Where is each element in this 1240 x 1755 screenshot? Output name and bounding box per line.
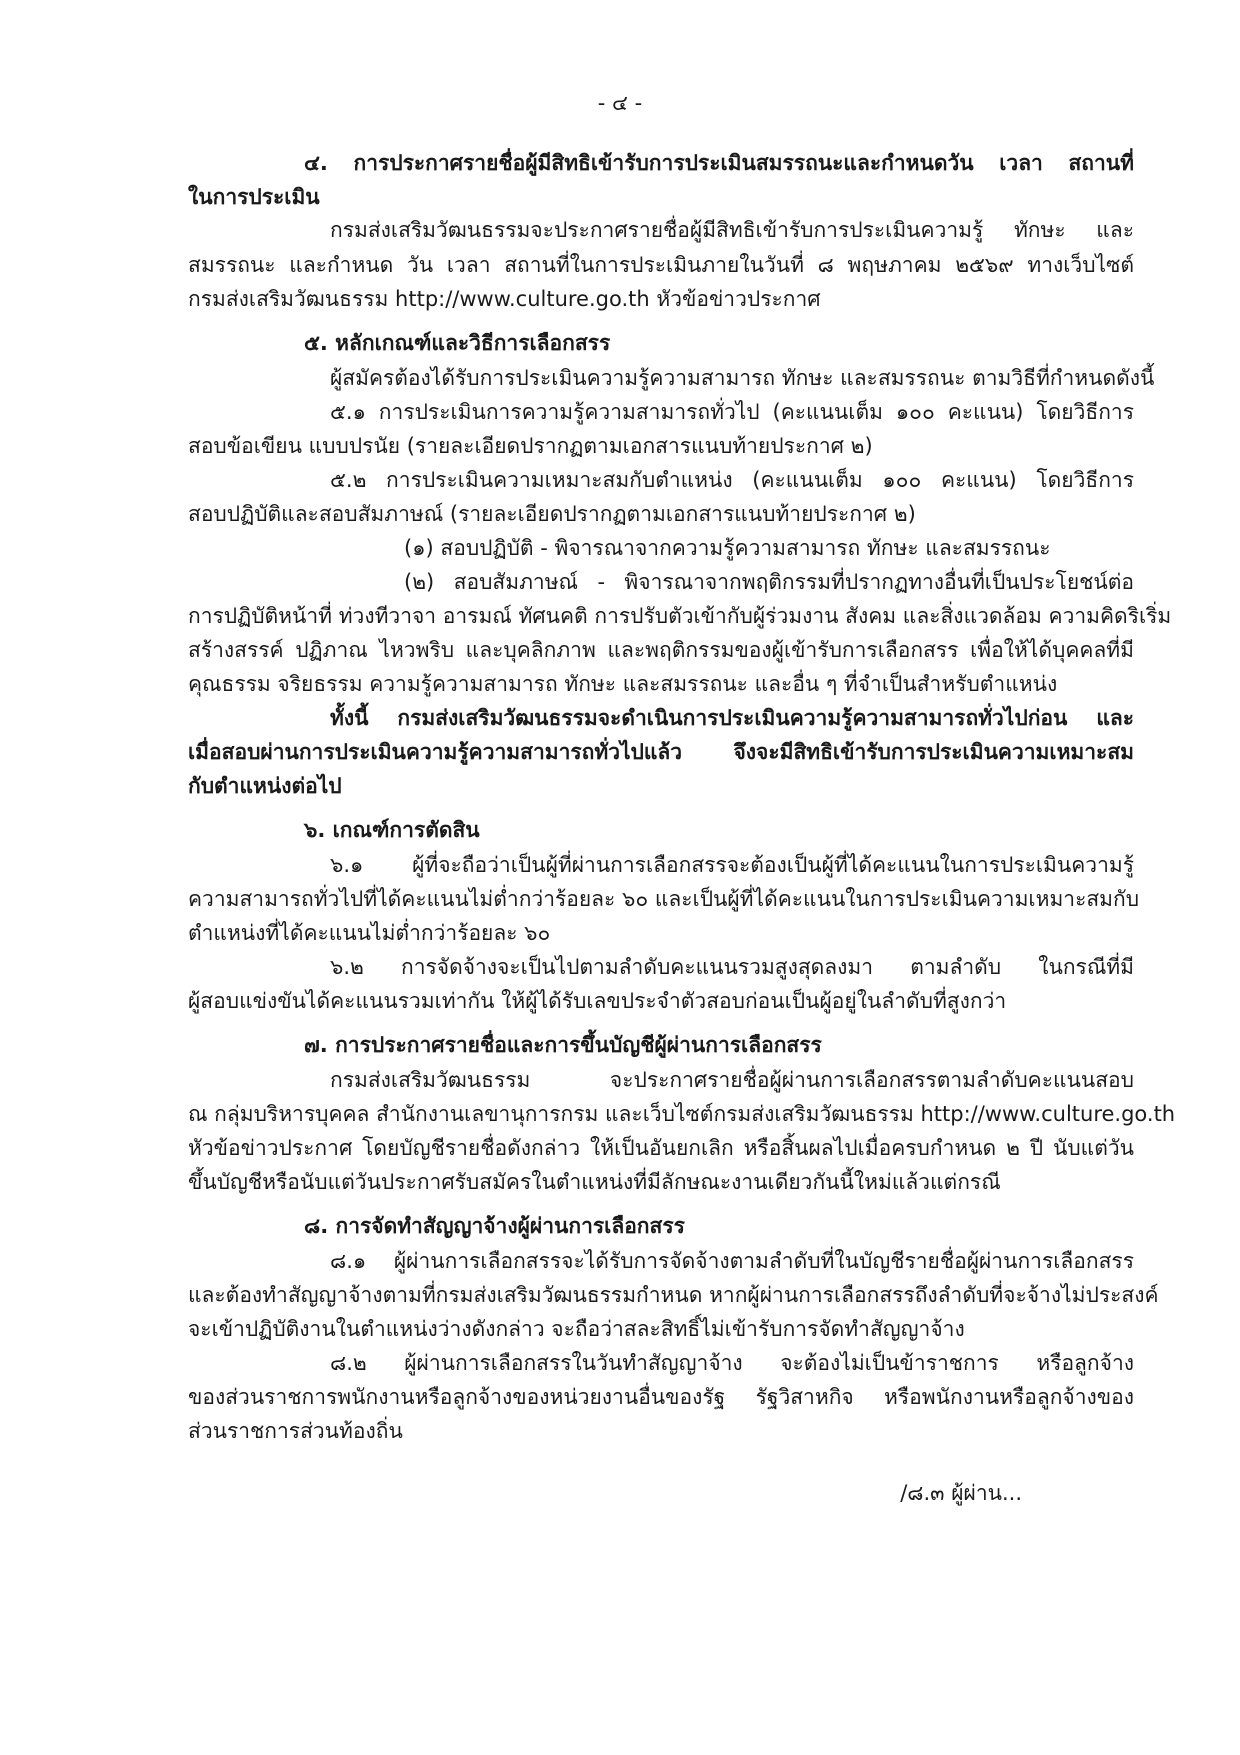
section-5-item-2-cont: สร้างสรรค์ ปฏิภาณ ไหวพริบ และบุคลิกภาพ และพฤติกรรมของผู้เข้ารับการเลือกสรร เพื่อให้ได้บุคคลที่มี <box>188 638 1134 662</box>
section-4-paragraph: กรมส่งเสริมวัฒนธรรมจะประกาศรายชื่อผู้มีสิทธิเข้ารับการประเมินความรู้ ทักษะ และ <box>330 218 1134 242</box>
section-6-1-cont: ความสามารถทั่วไปที่ได้คะแนนไม่ต่ำกว่าร้อยละ ๖๐ และเป็นผู้ที่ได้คะแนนในการประเมินความเหมาะสมกับ <box>188 887 1140 911</box>
section-7-heading: ๗. การประกาศรายชื่อและการขึ้นบัญชีผู้ผ่านการเลือกสรร <box>304 1033 822 1057</box>
continuation-marker: /๘.๓ ผู้ผ่าน... <box>900 1481 1022 1505</box>
section-5-item-2-cont: คุณธรรม จริยธรรม ความรู้ความสามารถ ทักษะ และสมรรถนะ และอื่น ๆ ที่จำเป็นสำหรับตำแหน่ง <box>188 672 1058 696</box>
section-5-item-2-cont: การปฏิบัติหน้าที่ ท่วงทีวาจา อารมณ์ ทัศนคติ การปรับตัวเข้ากับผู้ร่วมงาน สังคม และสิ่งแวดล้อม ความคิดริเริ่ม <box>188 604 1172 628</box>
section-5-note: ทั้งนี้ กรมส่งเสริมวัฒนธรรมจะดำเนินการประเมินความรู้ความสามารถทั่วไปก่อน และ <box>330 706 1134 730</box>
section-5-note-cont: เมื่อสอบผ่านการประเมินความรู้ความสามารถทั่วไปแล้ว จึงจะมีสิทธิเข้ารับการประเมินความเหมาะสม <box>188 740 1134 764</box>
section-8-1-cont: และต้องทำสัญญาจ้างตามที่กรมส่งเสริมวัฒนธรรมกำหนด หากผู้ผ่านการเลือกสรรถึงลำดับที่จะจ้างไม่ประสงค์ <box>188 1283 1159 1307</box>
section-7-paragraph: ณ กลุ่มบริหารบุคคล สำนักงานเลขานุการกรม และเว็บไซต์กรมส่งเสริมวัฒนธรรม http://www.culture.go.th <box>188 1102 1176 1126</box>
section-8-heading: ๘. การจัดทำสัญญาจ้างผู้ผ่านการเลือกสรร <box>304 1214 685 1238</box>
section-7-paragraph: กรมส่งเสริมวัฒนธรรม จะประกาศรายชื่อผู้ผ่านการเลือกสรรตามลำดับคะแนนสอบ <box>330 1068 1134 1092</box>
section-6-2: ๖.๒ การจัดจ้างจะเป็นไปตามลำดับคะแนนรวมสูงสุดลงมา ตามลำดับ ในกรณีที่มี <box>330 955 1134 979</box>
section-5-1: ๕.๑ การประเมินการความรู้ความสามารถทั่วไป (คะแนนเต็ม ๑๐๐ คะแนน) โดยวิธีการ <box>330 400 1134 424</box>
section-8-2: ๘.๒ ผู้ผ่านการเลือกสรรในวันทำสัญญาจ้าง จะต้องไม่เป็นข้าราชการ หรือลูกจ้าง <box>330 1351 1134 1375</box>
section-4-paragraph: สมรรถนะ และกำหนด วัน เวลา สถานที่ในการประเมินภายในวันที่ ๘ พฤษภาคม ๒๕๖๙ ทางเว็บไซต์ <box>188 253 1134 277</box>
section-6-1-cont: ตำแหน่งที่ได้คะแนนไม่ต่ำกว่าร้อยละ ๖๐ <box>188 921 551 945</box>
section-8-1: ๘.๑ ผู้ผ่านการเลือกสรรจะได้รับการจัดจ้างตามลำดับที่ในบัญชีรายชื่อผู้ผ่านการเลือกสรร <box>330 1249 1134 1273</box>
page-number: - ๔ - <box>597 91 643 115</box>
section-5-item-1: (๑) สอบปฏิบัติ - พิจารณาจากความรู้ความสามารถ ทักษะ และสมรรถนะ <box>404 536 1051 560</box>
section-6-heading: ๖. เกณฑ์การตัดสิน <box>304 818 480 842</box>
section-5-item-2: (๒) สอบสัมภาษณ์ - พิจารณาจากพฤติกรรมที่ปรากฏทางอื่นที่เป็นประโยชน์ต่อ <box>404 570 1134 594</box>
section-6-1: ๖.๑ ผู้ที่จะถือว่าเป็นผู้ที่ผ่านการเลือกสรรจะต้องเป็นผู้ที่ได้คะแนนในการประเมินความรู้ <box>330 853 1134 877</box>
section-8-2-cont: ของส่วนราชการพนักงานหรือลูกจ้างของหน่วยงานอื่นของรัฐ รัฐวิสาหกิจ หรือพนักงานหรือลูกจ้างของ <box>188 1385 1134 1409</box>
section-6-2-cont: ผู้สอบแข่งขันได้คะแนนรวมเท่ากัน ให้ผู้ได้รับเลขประจำตัวสอบก่อนเป็นผู้อยู่ในลำดับที่สูงกว่า <box>188 989 1007 1013</box>
section-8-2-cont: ส่วนราชการส่วนท้องถิ่น <box>188 1419 403 1443</box>
section-4-heading: ๔. การประกาศรายชื่อผู้มีสิทธิเข้ารับการประเมินสมรรถนะและกำหนดวัน เวลา สถานที่ <box>304 151 1134 175</box>
section-7-paragraph: หัวข้อข่าวประกาศ โดยบัญชีรายชื่อดังกล่าว ให้เป็นอันยกเลิก หรือสิ้นผลไปเมื่อครบกำหนด ๒ ปี นับแต่วัน <box>188 1136 1134 1160</box>
section-5-note-cont: กับตำแหน่งต่อไป <box>188 774 342 798</box>
section-4-paragraph: กรมส่งเสริมวัฒนธรรม http://www.culture.go.th หัวข้อข่าวประกาศ <box>188 287 821 311</box>
section-4-heading-cont: ในการประเมิน <box>188 185 320 209</box>
section-5-heading: ๕. หลักเกณฑ์และวิธีการเลือกสรร <box>304 331 611 355</box>
section-8-1-cont: จะเข้าปฏิบัติงานในตำแหน่งว่างดังกล่าว จะถือว่าสละสิทธิ์ไม่เข้ารับการจัดทำสัญญาจ้าง <box>188 1317 965 1341</box>
section-7-paragraph: ขึ้นบัญชีหรือนับแต่วันประกาศรับสมัครในตำแหน่งที่มีลักษณะงานเดียวกันนี้ใหม่แล้วแต่กรณี <box>188 1170 1001 1194</box>
section-5-intro: ผู้สมัครต้องได้รับการประเมินความรู้ความสามารถ ทักษะ และสมรรถนะ ตามวิธีที่กำหนดดังนี้ <box>330 366 1155 390</box>
section-5-1-cont: สอบข้อเขียน แบบปรนัย (รายละเอียดปรากฏตามเอกสารแนบท้ายประกาศ ๒) <box>188 434 873 458</box>
section-5-2: ๕.๒ การประเมินความเหมาะสมกับตำแหน่ง (คะแนนเต็ม ๑๐๐ คะแนน) โดยวิธีการ <box>330 468 1134 492</box>
section-5-2-cont: สอบปฏิบัติและสอบสัมภาษณ์ (รายละเอียดปรากฏตามเอกสารแนบท้ายประกาศ ๒) <box>188 502 916 526</box>
